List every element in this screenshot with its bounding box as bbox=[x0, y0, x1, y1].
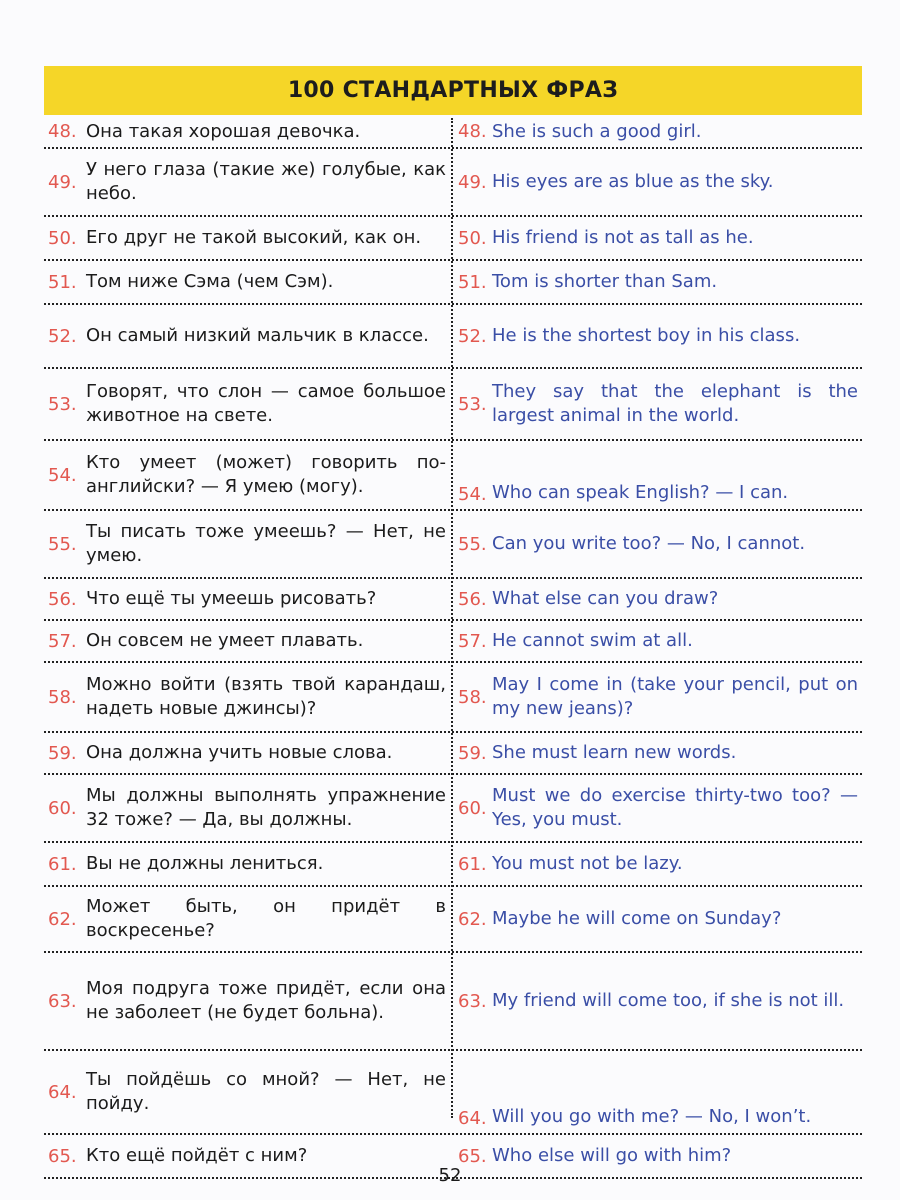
phrase-number: 50. bbox=[458, 227, 487, 249]
phrase-number: 58. bbox=[458, 686, 487, 708]
russian-phrase: Моя подруга тоже придёт, если она не заболеет (не будет больна). bbox=[86, 978, 446, 1023]
phrase-number: 50. bbox=[48, 227, 77, 249]
title-banner bbox=[44, 66, 862, 115]
phrase-number: 51. bbox=[458, 271, 487, 293]
phrase-number: 55. bbox=[48, 533, 77, 555]
english-phrase: Can you write too? — No, I cannot. bbox=[492, 533, 806, 554]
english-phrase: He cannot swim at all. bbox=[492, 630, 693, 651]
phrase-row bbox=[44, 953, 862, 1051]
page-title: 100 СТАНДАРТНЫХ ФРАЗ bbox=[287, 78, 619, 103]
english-phrase: My friend will come too, if she is not ill. bbox=[492, 990, 845, 1011]
english-phrase: His friend is not as tall as he. bbox=[492, 227, 754, 248]
phrase-number: 63. bbox=[458, 990, 487, 1012]
english-phrase: Who else will go with him? bbox=[492, 1145, 732, 1166]
phrase-row bbox=[44, 369, 862, 441]
phrase-number: 56. bbox=[48, 588, 77, 610]
phrase-number: 60. bbox=[48, 797, 77, 819]
phrase-row bbox=[44, 1051, 862, 1135]
phrase-number: 55. bbox=[458, 533, 487, 555]
phrase-number: 52. bbox=[458, 325, 487, 347]
english-phrase: They say that the elephant is the largest animal in the world. bbox=[492, 381, 858, 426]
russian-phrase: Что ещё ты умеешь рисовать? bbox=[86, 588, 377, 609]
phrase-number: 64. bbox=[48, 1081, 77, 1103]
phrase-number: 62. bbox=[48, 908, 77, 930]
phrase-row bbox=[44, 733, 862, 775]
phrase-number: 58. bbox=[48, 686, 77, 708]
english-phrase: Must we do exercise thirty-two too? — Yes, you must. bbox=[492, 785, 858, 830]
phrase-row bbox=[44, 579, 862, 621]
english-phrase: She is such a good girl. bbox=[492, 120, 702, 142]
russian-phrase: Говорят, что слон — самое большое животное на свете. bbox=[86, 381, 446, 426]
phrase-row bbox=[44, 217, 862, 261]
phrase-number: 48. bbox=[458, 121, 487, 142]
russian-phrase: Ты писать тоже умеешь? — Нет, не умею. bbox=[86, 521, 446, 566]
phrase-number: 65. bbox=[458, 1145, 487, 1167]
english-phrase: What else can you draw? bbox=[492, 588, 719, 609]
page-number: 52 bbox=[438, 1165, 462, 1186]
phrase-row bbox=[44, 441, 862, 511]
phrase-number: 57. bbox=[458, 630, 487, 652]
phrase-row bbox=[44, 305, 862, 369]
russian-phrase: Может быть, он придёт в воскресенье? bbox=[86, 896, 446, 941]
phrase-row bbox=[44, 887, 862, 953]
russian-phrase: Она такая хорошая девочка. bbox=[86, 120, 361, 142]
phrase-number: 56. bbox=[458, 588, 487, 610]
english-phrase: Will you go with me? — No, I won’t. bbox=[492, 1106, 812, 1127]
phrase-number: 61. bbox=[48, 853, 77, 875]
phrase-number: 53. bbox=[458, 393, 487, 415]
phrase-number: 48. bbox=[48, 121, 77, 142]
russian-phrase: Кто ещё пойдёт с ним? bbox=[86, 1145, 308, 1166]
phrase-number: 57. bbox=[48, 630, 77, 652]
english-phrase: Who can speak English? — I can. bbox=[492, 482, 789, 503]
phrase-number: 59. bbox=[458, 742, 487, 764]
phrase-row bbox=[44, 149, 862, 217]
english-phrase: She must learn new words. bbox=[492, 742, 737, 763]
phrase-number: 63. bbox=[48, 990, 77, 1012]
russian-phrase: У него глаза (такие же) голубые, как небо. bbox=[86, 159, 446, 204]
russian-phrase: Кто умеет (может) говорить по-английски? — Я умею (могу). bbox=[86, 452, 446, 497]
phrase-row bbox=[44, 511, 862, 579]
phrase-number: 54. bbox=[458, 484, 487, 505]
russian-phrase: Вы не должны лениться. bbox=[86, 853, 324, 874]
russian-phrase: Она должна учить новые слова. bbox=[86, 742, 393, 763]
phrase-row bbox=[44, 116, 862, 149]
phrase-number: 51. bbox=[48, 271, 77, 293]
phrase-row bbox=[44, 843, 862, 887]
russian-phrase: Мы должны выполнять упражнение 32 тоже? — Да, вы должны. bbox=[86, 785, 446, 830]
english-phrase: May I come in (take your pencil, put on my new jeans)? bbox=[492, 674, 858, 719]
phrase-number: 60. bbox=[458, 797, 487, 819]
phrase-number: 61. bbox=[458, 853, 487, 875]
english-phrase: Tom is shorter than Sam. bbox=[492, 271, 718, 292]
phrase-number: 64. bbox=[458, 1108, 487, 1129]
phrase-row bbox=[44, 621, 862, 663]
phrase-row bbox=[44, 663, 862, 733]
english-phrase: He is the shortest boy in his class. bbox=[492, 325, 801, 346]
russian-phrase: Он самый низкий мальчик в классе. bbox=[86, 325, 429, 346]
phrase-row bbox=[44, 261, 862, 305]
russian-phrase: Ты пойдёшь со мной? — Нет, не пойду. bbox=[86, 1069, 446, 1114]
phrase-number: 52. bbox=[48, 325, 77, 347]
english-phrase: Maybe he will come on Sunday? bbox=[492, 908, 782, 929]
english-phrase: You must not be lazy. bbox=[492, 853, 683, 874]
phrase-number: 49. bbox=[48, 171, 77, 193]
phrase-number: 65. bbox=[48, 1145, 77, 1167]
phrase-number: 49. bbox=[458, 171, 487, 193]
russian-phrase: Том ниже Сэма (чем Сэм). bbox=[86, 271, 334, 292]
phrase-number: 59. bbox=[48, 742, 77, 764]
russian-phrase: Он совсем не умеет плавать. bbox=[86, 630, 364, 651]
russian-phrase: Можно войти (взять твой карандаш, надеть новые джинсы)? bbox=[86, 674, 446, 719]
phrase-row bbox=[44, 775, 862, 843]
english-phrase: His eyes are as blue as the sky. bbox=[492, 171, 774, 192]
phrase-number: 53. bbox=[48, 393, 77, 415]
russian-phrase: Его друг не такой высокий, как он. bbox=[86, 227, 422, 248]
phrase-table bbox=[44, 116, 862, 1179]
phrase-number: 62. bbox=[458, 908, 487, 930]
phrase-number: 54. bbox=[48, 464, 77, 486]
